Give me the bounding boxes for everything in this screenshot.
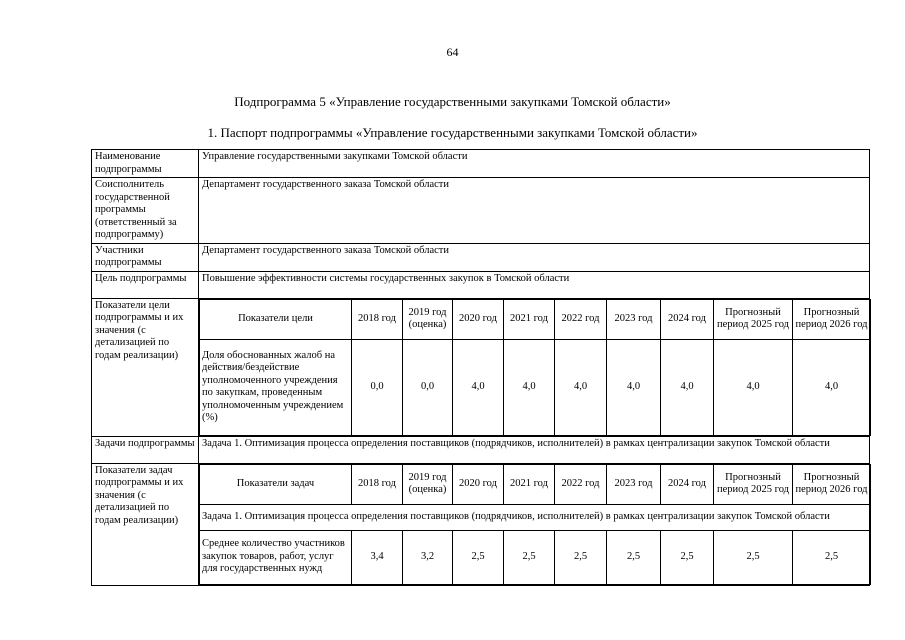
row-coexecutor xyxy=(92,178,870,244)
header-indicator: Показатели цели xyxy=(200,299,352,339)
row-name xyxy=(92,150,870,178)
subprogram-title: Подпрограмма 5 «Управление государственными закупками Томской области» xyxy=(234,94,671,109)
header-year: Прогнозный период 2025 год xyxy=(714,299,793,339)
row-tasks xyxy=(92,436,870,463)
header-year: 2023 год xyxy=(607,299,661,339)
indicator-value: 2,5 xyxy=(555,530,607,584)
indicator-value: 2,5 xyxy=(607,530,661,584)
header-year: 2022 год xyxy=(555,299,607,339)
header-year: 2024 год xyxy=(661,299,714,339)
value-goal: Повышение эффективности системы государственных закупок в Томской области xyxy=(199,271,870,298)
label-coexecutor: Соисполнитель государственной программы (ответственный за подпрограмму) xyxy=(92,178,199,244)
label-goal: Цель подпрограммы xyxy=(92,271,199,298)
task-subheader: Задача 1. Оптимизация процесса определения поставщиков (подрядчиков, исполнителей) в рамках централизации закупок Томской области xyxy=(200,504,871,530)
label-name: Наименование подпрограммы xyxy=(92,150,199,178)
indicator-value: 2,5 xyxy=(453,530,504,584)
indicator-value: 3,4 xyxy=(352,530,403,584)
passport-table xyxy=(91,149,870,586)
passport-title: 1. Паспорт подпрограммы «Управление государственными закупками Томской области» xyxy=(207,125,698,140)
indicator-value: 4,0 xyxy=(453,339,504,435)
indicator-value: 2,5 xyxy=(793,530,871,584)
task-indicators-table xyxy=(199,464,871,585)
page-number: 64 xyxy=(446,45,459,59)
label-participants: Участники подпрограммы xyxy=(92,243,199,271)
indicator-value: 3,2 xyxy=(403,530,453,584)
value-participants: Департамент государственного заказа Томской области xyxy=(199,243,870,271)
header-year: Прогнозный период 2026 год xyxy=(793,464,871,504)
row-goal xyxy=(92,271,870,298)
header-year: 2020 год xyxy=(453,464,504,504)
task-indicators-header xyxy=(200,464,871,504)
indicator-name: Доля обоснованных жалоб на действия/бездействие уполномоченного учреждения по закупкам, проведенным уполномоченным учреждением (%) xyxy=(200,339,352,435)
header-year: 2023 год xyxy=(607,464,661,504)
header-year: Прогнозный период 2025 год xyxy=(714,464,793,504)
header-year: 2019 год (оценка) xyxy=(403,299,453,339)
header-year: 2024 год xyxy=(661,464,714,504)
header-year: 2021 год xyxy=(504,299,555,339)
header-year: 2018 год xyxy=(352,464,403,504)
header-year: 2020 год xyxy=(453,299,504,339)
task-indicator-row xyxy=(200,530,871,584)
row-task-indicators xyxy=(92,463,870,585)
row-participants xyxy=(92,243,870,271)
header-year: 2019 год (оценка) xyxy=(403,464,453,504)
indicator-value: 4,0 xyxy=(793,339,871,435)
indicator-value: 2,5 xyxy=(661,530,714,584)
header-year: 2021 год xyxy=(504,464,555,504)
indicator-value: 0,0 xyxy=(352,339,403,435)
indicator-value: 4,0 xyxy=(661,339,714,435)
header-year: 2018 год xyxy=(352,299,403,339)
goal-indicator-row xyxy=(200,339,871,435)
label-task-indicators: Показатели задач подпрограммы и их значения (с детализацией по годам реализации) xyxy=(92,463,199,585)
indicator-value: 2,5 xyxy=(504,530,555,584)
indicator-value: 2,5 xyxy=(714,530,793,584)
header-indicator: Показатели задач xyxy=(200,464,352,504)
indicator-value: 4,0 xyxy=(504,339,555,435)
value-name: Управление государственными закупками Томской области xyxy=(199,150,870,178)
label-tasks: Задачи подпрограммы xyxy=(92,436,199,463)
goal-indicators-table xyxy=(199,299,871,436)
header-year: Прогнозный период 2026 год xyxy=(793,299,871,339)
indicator-value: 4,0 xyxy=(555,339,607,435)
value-tasks: Задача 1. Оптимизация процесса определения поставщиков (подрядчиков, исполнителей) в рамках централизации закупок Томской области xyxy=(199,436,870,463)
indicator-value: 4,0 xyxy=(714,339,793,435)
label-goal-indicators: Показатели цели подпрограммы и их значения (с детализацией по годам реализации) xyxy=(92,298,199,436)
indicator-value: 0,0 xyxy=(403,339,453,435)
indicator-name: Среднее количество участников закупок товаров, работ, услуг для государственных нужд xyxy=(200,530,352,584)
row-goal-indicators xyxy=(92,298,870,436)
goal-indicators-header xyxy=(200,299,871,339)
indicator-value: 4,0 xyxy=(607,339,661,435)
header-year: 2022 год xyxy=(555,464,607,504)
task-subheader-row xyxy=(200,504,871,530)
value-coexecutor: Департамент государственного заказа Томской области xyxy=(199,178,870,244)
